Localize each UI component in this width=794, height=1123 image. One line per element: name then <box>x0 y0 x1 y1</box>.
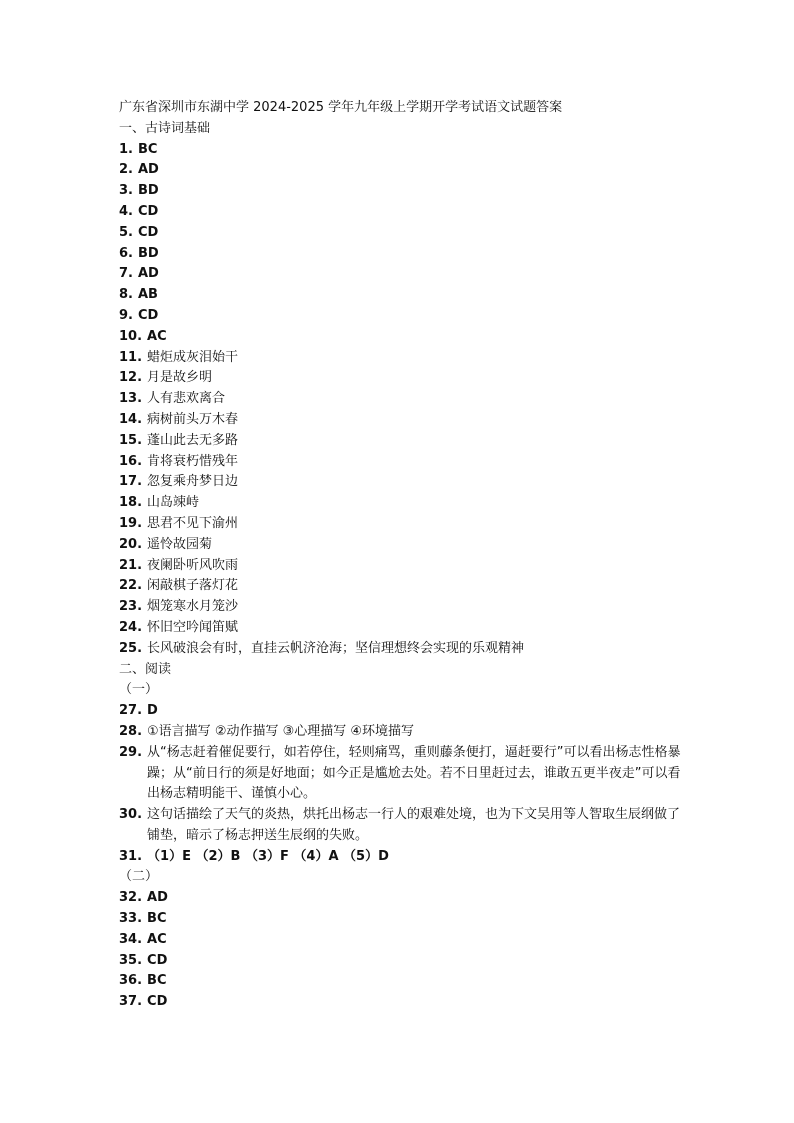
answer-item <box>119 618 689 639</box>
question-number: 30. <box>119 807 143 823</box>
answer-item <box>119 368 689 389</box>
answer-text: 长风破浪会有时，直挂云帆济沧海；坚信理想终会实现的乐观精神 <box>147 640 525 656</box>
question-number: 24. <box>119 619 143 635</box>
answer-item <box>119 389 689 410</box>
answer-item <box>119 639 689 660</box>
question-number: 19. <box>119 515 143 531</box>
question-number: 22. <box>119 578 143 594</box>
answer-item <box>119 971 689 992</box>
answer-item <box>119 909 689 930</box>
part-label-one: （一） <box>119 682 159 698</box>
answer-text: CD <box>147 952 168 968</box>
answer-text: 病树前头万木春 <box>147 411 239 427</box>
poetry-answer-list <box>119 140 689 660</box>
answer-item <box>119 264 689 285</box>
question-number: 14. <box>119 411 143 427</box>
reading-part-two-answer-list <box>119 888 689 1013</box>
answer-item <box>119 472 689 493</box>
answer-text: BC <box>147 973 167 989</box>
question-number: 20. <box>119 536 143 552</box>
answer-text: BD <box>137 183 159 199</box>
question-number: 28. <box>119 723 143 739</box>
answer-text: 遥怜故园菊 <box>147 536 213 552</box>
question-number: 1. <box>119 141 133 157</box>
answer-item <box>119 181 689 202</box>
answer-text: 烟笼寒水月笼沙 <box>147 599 239 615</box>
answer-text: AD <box>137 266 159 282</box>
question-number: 8. <box>119 287 133 303</box>
answer-item <box>119 202 689 223</box>
answer-text: D <box>147 703 158 719</box>
question-number: 6. <box>119 245 133 261</box>
answer-text: 山岛竦峙 <box>147 495 200 511</box>
answer-item-30 <box>119 805 689 847</box>
answer-item <box>119 556 689 577</box>
answer-text: 这句话描绘了天气的炎热，烘托出杨志一行人的艰难处境，也为下文吴用等人智取生辰纲做了铺垫，暗示了杨志押送生辰纲的失败。 <box>147 807 681 843</box>
question-number: 21. <box>119 557 143 573</box>
answer-item <box>119 244 689 265</box>
question-number: 17. <box>119 474 143 490</box>
answer-text: CD <box>137 203 159 219</box>
answer-item <box>119 535 689 556</box>
answer-item <box>119 327 689 348</box>
question-number: 37. <box>119 994 143 1010</box>
question-number: 34. <box>119 931 143 947</box>
question-number: 16. <box>119 453 143 469</box>
answer-item <box>119 140 689 161</box>
question-number: 31. <box>119 848 143 864</box>
answer-text: AB <box>137 287 158 303</box>
answer-text: 蓬山此去无多路 <box>147 432 239 448</box>
question-number: 12. <box>119 370 143 386</box>
answer-item-31 <box>119 847 689 868</box>
question-number: 3. <box>119 183 133 199</box>
answer-text: BC <box>137 141 158 157</box>
answer-text: 从“杨志赶着催促要行，如若停住，轻则痛骂，重则藤条便打，逼赶要行”可以看出杨志性格暴躁；从“前日行的须是好地面；如今正是尴尬去处。若不日里赶过去，谁敢五更半夜走”可以看出杨志精明能干、谨慎小心。 <box>147 744 681 802</box>
question-number: 10. <box>119 328 143 344</box>
section-heading-reading: 二、阅读 <box>119 661 172 677</box>
answer-text: AD <box>137 162 159 178</box>
answer-text: 夜阑卧听风吹雨 <box>147 557 239 573</box>
question-number: 18. <box>119 495 143 511</box>
answer-item <box>119 514 689 535</box>
question-number: 25. <box>119 640 143 656</box>
answer-text: 人有悲欢离合 <box>147 391 226 407</box>
answer-text: AC <box>147 931 167 947</box>
answer-item-29 <box>119 743 689 805</box>
document-title: 广东省深圳市东湖中学 2024-2025 学年九年级上学期开学考试语文试题答案 <box>119 100 563 115</box>
answer-item <box>119 285 689 306</box>
question-number: 35. <box>119 952 143 968</box>
answer-item <box>119 348 689 369</box>
answer-text: CD <box>137 224 159 240</box>
answer-item <box>119 410 689 431</box>
question-number: 4. <box>119 203 133 219</box>
answer-item <box>119 930 689 951</box>
question-number: 5. <box>119 224 133 240</box>
question-number: 9. <box>119 307 133 323</box>
answer-item <box>119 888 689 909</box>
question-number: 13. <box>119 391 143 407</box>
question-number: 2. <box>119 162 133 178</box>
answer-item <box>119 160 689 181</box>
section-heading-poetry: 一、古诗词基础 <box>119 120 211 136</box>
answer-item-28 <box>119 722 689 743</box>
answer-text: AD <box>147 890 168 906</box>
answer-text: BD <box>137 245 159 261</box>
question-number: 29. <box>119 744 143 760</box>
answer-text: AC <box>147 328 167 344</box>
answer-item-27 <box>119 701 689 722</box>
answer-item <box>119 992 689 1013</box>
answer-text: （1）E （2）B （3）F （4）A （5）D <box>147 848 389 864</box>
part-label-two: （二） <box>119 869 159 885</box>
answer-item <box>119 223 689 244</box>
question-number: 11. <box>119 349 143 365</box>
question-number: 7. <box>119 266 133 282</box>
answer-text: CD <box>147 994 168 1010</box>
answer-item <box>119 597 689 618</box>
answer-text: 怀旧空吟闻笛赋 <box>147 619 239 635</box>
answer-item <box>119 431 689 452</box>
question-number: 15. <box>119 432 143 448</box>
answer-text: 思君不见下渝州 <box>147 515 239 531</box>
answer-text: 肯将衰朽惜残年 <box>147 453 239 469</box>
answer-text: CD <box>137 307 159 323</box>
answer-item <box>119 493 689 514</box>
question-number: 36. <box>119 973 143 989</box>
answer-item <box>119 576 689 597</box>
question-number: 27. <box>119 703 143 719</box>
answer-item <box>119 452 689 473</box>
question-number: 32. <box>119 890 143 906</box>
answer-text: 蜡炬成灰泪始干 <box>147 349 239 365</box>
answer-text: 闲敲棋子落灯花 <box>147 578 239 594</box>
document-page <box>119 98 689 1013</box>
answer-text: BC <box>147 911 167 927</box>
answer-text: ①语言描写 ②动作描写 ③心理描写 ④环境描写 <box>147 723 415 739</box>
answer-item <box>119 306 689 327</box>
answer-text: 忽复乘舟梦日边 <box>147 474 239 490</box>
answer-text: 月是故乡明 <box>147 370 213 386</box>
question-number: 23. <box>119 599 143 615</box>
question-number: 33. <box>119 911 143 927</box>
answer-item <box>119 951 689 972</box>
